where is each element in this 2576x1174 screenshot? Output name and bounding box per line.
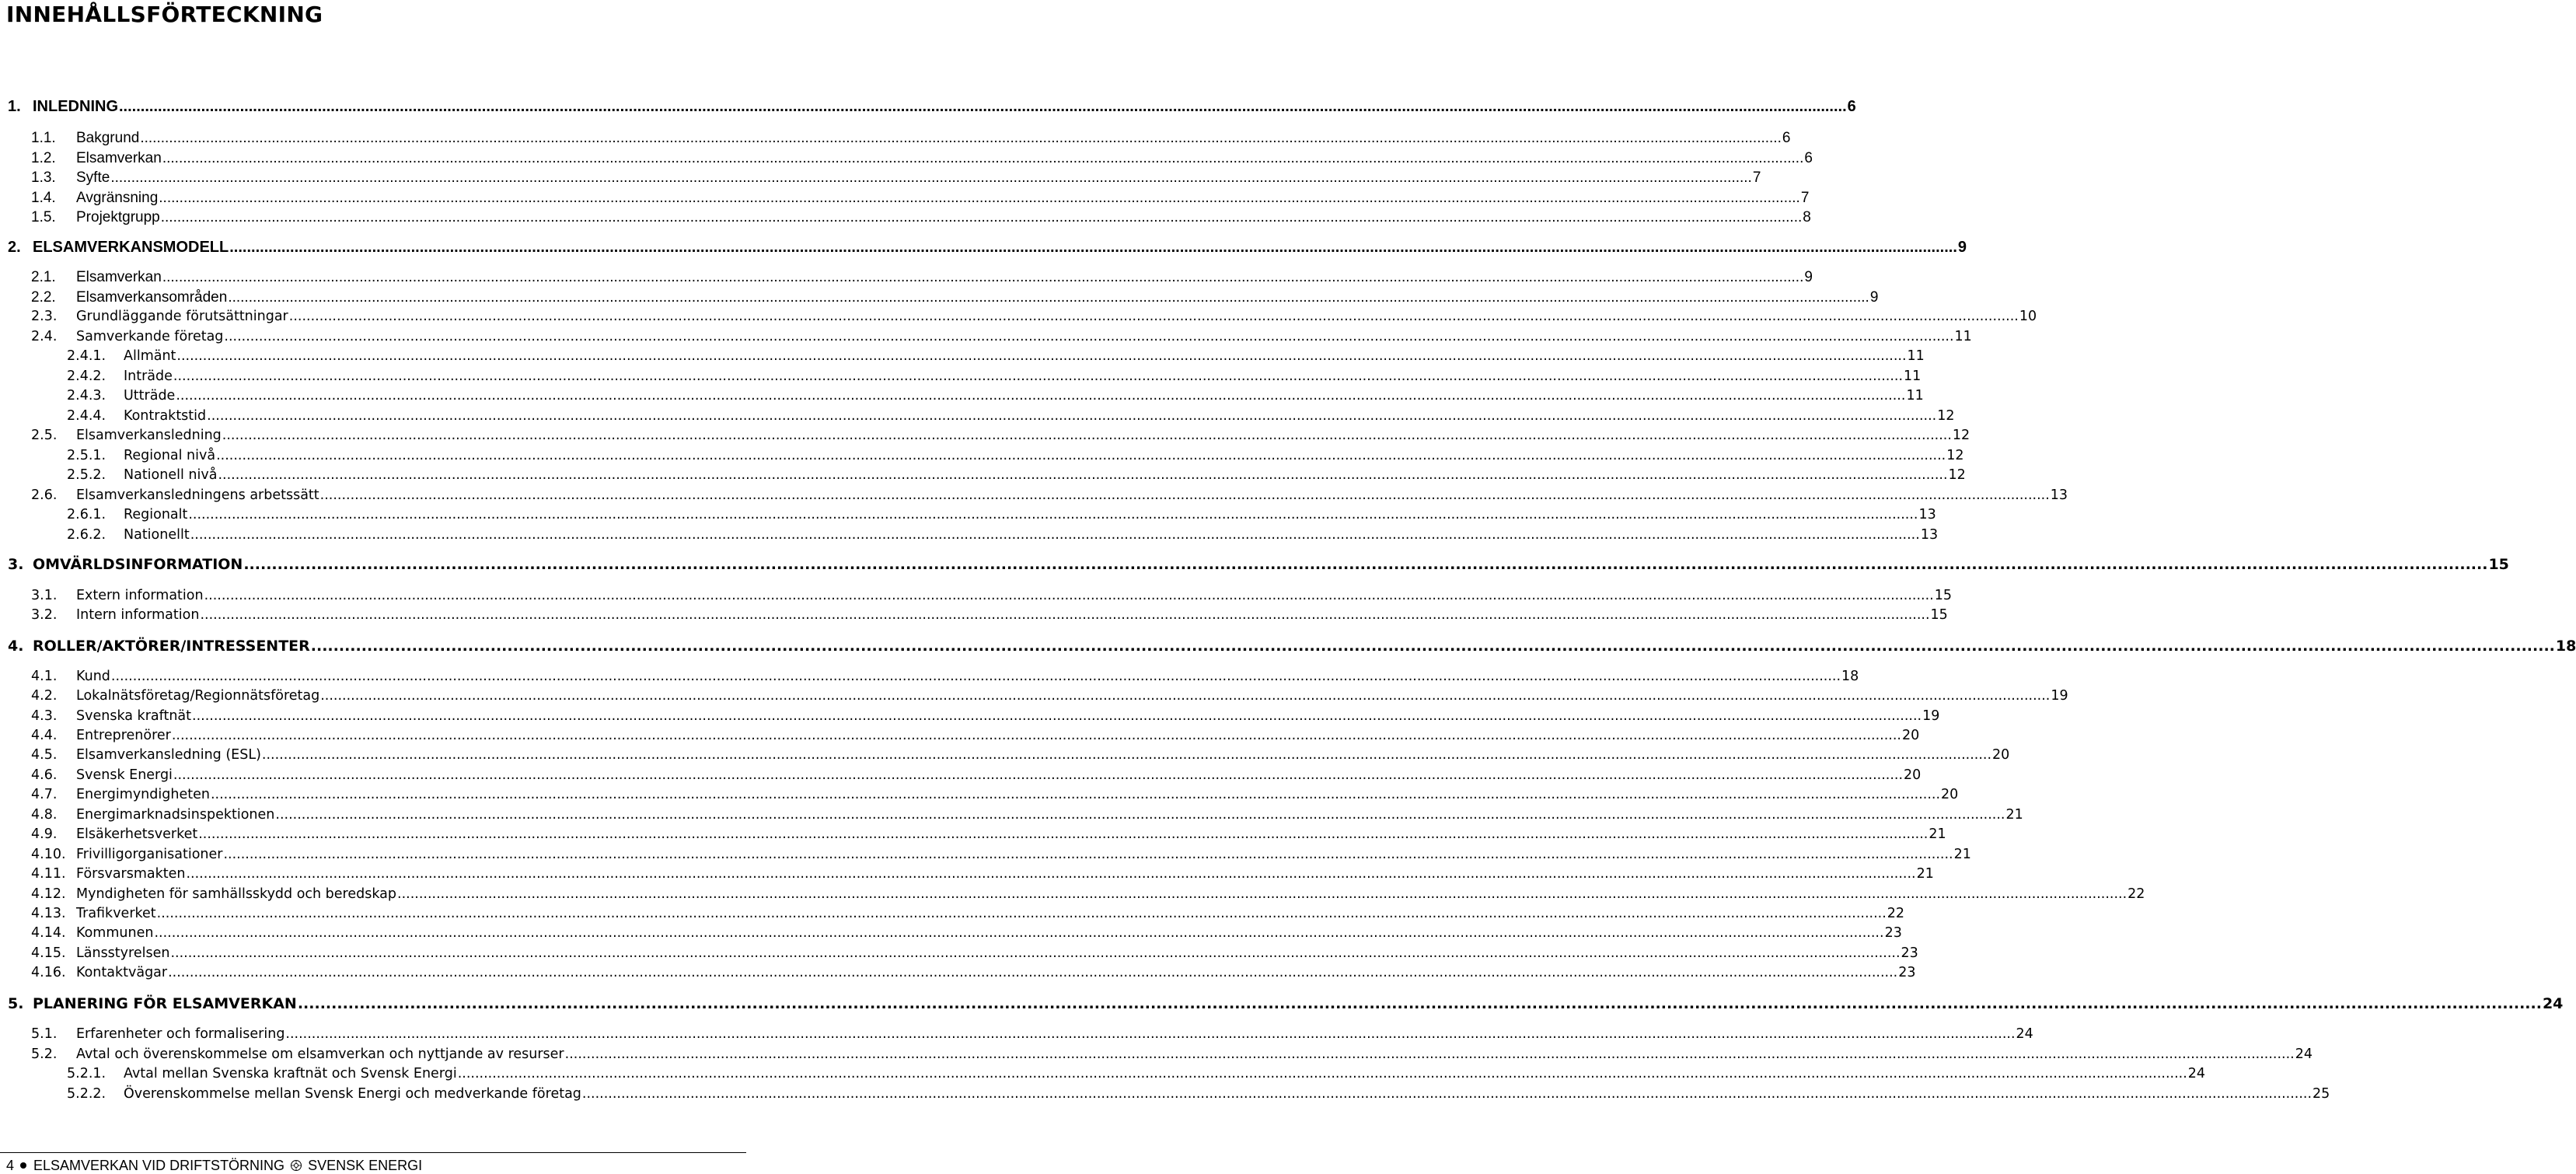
toc-entry-number: 4.9. bbox=[31, 826, 58, 842]
dot-leader: ................................................................................................................................................................................................................................................................................................................................................................................................................ bbox=[297, 995, 2542, 1012]
toc-entry-number: 4.6. bbox=[31, 767, 58, 783]
toc-entry-title: Kund bbox=[76, 669, 110, 684]
toc-entry-page-number: 12 bbox=[1946, 448, 1964, 463]
toc-entry-page-number: 11 bbox=[1904, 369, 1922, 384]
toc-entry-sub[interactable] bbox=[67, 467, 1966, 483]
toc-entry-number: 4.3. bbox=[31, 708, 58, 724]
toc-entry-page-number: 21 bbox=[1916, 866, 1934, 882]
toc-entry-number: 5.2.2. bbox=[67, 1086, 106, 1102]
toc-entry-number: 4.1. bbox=[31, 669, 58, 684]
toc-entry-page-number: 21 bbox=[1953, 847, 1971, 862]
toc-entry-title: OMVÄRLDSINFORMATION bbox=[33, 556, 243, 573]
toc-entry-title: Elsamverkan bbox=[76, 150, 162, 166]
toc-entry-number: 1.1. bbox=[31, 130, 56, 146]
toc-entry-title: Kontaktvägar bbox=[76, 965, 168, 980]
toc-entry-section[interactable] bbox=[31, 826, 1946, 842]
dot-leader: ................................................................................................................................................................................................................................................................................................................................................................................................................ bbox=[173, 767, 1904, 783]
footer-divider bbox=[0, 1152, 746, 1153]
toc-entry-number: 1.2. bbox=[31, 150, 56, 166]
toc-entry-page-number: 22 bbox=[2127, 886, 2145, 902]
toc-entry-title: Syfte bbox=[76, 169, 110, 186]
toc-entry-number: 3.2. bbox=[31, 607, 58, 623]
toc-entry-sub[interactable] bbox=[67, 388, 1924, 404]
toc-entry-title: Avtal och överenskommelse om elsamverkan och nyttjande av resurser bbox=[76, 1046, 564, 1062]
toc-entry-title: INLEDNING bbox=[33, 98, 118, 115]
toc-entry-chapter[interactable] bbox=[8, 556, 2509, 573]
toc-entry-page-number: 23 bbox=[1884, 925, 1902, 941]
toc-entry-page-number: 8 bbox=[1803, 209, 1811, 225]
toc-entry-chapter[interactable] bbox=[8, 98, 1856, 116]
toc-entry-section[interactable] bbox=[31, 289, 1879, 306]
toc-entry-page-number: 18 bbox=[2555, 638, 2576, 655]
toc-entry-page-number: 12 bbox=[1952, 428, 1970, 443]
toc-entry-number: 5. bbox=[8, 995, 24, 1012]
toc-entry-page-number: 15 bbox=[1930, 607, 1948, 623]
toc-entry-chapter[interactable] bbox=[8, 995, 2564, 1012]
toc-entry-page-number: 13 bbox=[2050, 487, 2068, 503]
dot-leader: ................................................................................................................................................................................................................................................................................................................................................................................................................ bbox=[190, 527, 1920, 543]
toc-entry-title: Överenskommelse mellan Svensk Energi och medverkande företag bbox=[124, 1086, 581, 1102]
toc-entry-title: Intern information bbox=[76, 607, 200, 623]
toc-entry-page-number: 9 bbox=[1804, 269, 1813, 285]
toc-entry-number: 2.2. bbox=[31, 289, 56, 306]
toc-entry-page-number: 24 bbox=[2542, 995, 2564, 1012]
toc-entry-number: 1.5. bbox=[31, 209, 56, 225]
toc-entry-title: Kontraktstid bbox=[124, 408, 207, 424]
toc-entry-section[interactable] bbox=[31, 487, 2068, 503]
toc-entry-title: Regional nivå bbox=[124, 448, 216, 463]
dot-leader: ................................................................................................................................................................................................................................................................................................................................................................................................................ bbox=[162, 150, 1804, 166]
toc-entry-number: 4.15. bbox=[31, 945, 66, 961]
toc-entry-page-number: 11 bbox=[1954, 329, 1972, 344]
toc-entry-page-number: 11 bbox=[1907, 348, 1925, 364]
toc-entry-title: Elsamverkan bbox=[76, 269, 162, 285]
dot-leader: ................................................................................................................................................................................................................................................................................................................................................................................................................ bbox=[285, 1026, 2016, 1042]
toc-entry-page-number: 22 bbox=[1887, 906, 1905, 921]
toc-entry-number: 2.5. bbox=[31, 428, 58, 443]
sun-logo-icon bbox=[290, 1159, 302, 1172]
bullet-icon bbox=[20, 1162, 26, 1169]
dot-leader: ................................................................................................................................................................................................................................................................................................................................................................................................................ bbox=[176, 348, 1907, 364]
toc-entry-number: 2. bbox=[8, 239, 21, 256]
toc-entry-title: Kommunen bbox=[76, 925, 154, 941]
toc-entry-page-number: 9 bbox=[1957, 239, 1967, 256]
toc-entry-title: Myndigheten för samhällsskydd och beredskap bbox=[76, 886, 397, 902]
toc-entry-section[interactable] bbox=[31, 847, 1971, 862]
toc-entry-number: 4.13. bbox=[31, 906, 66, 921]
dot-leader: ................................................................................................................................................................................................................................................................................................................................................................................................................ bbox=[223, 847, 1953, 862]
toc-entry-number: 2.4.2. bbox=[67, 369, 106, 384]
toc-entry-number: 1.4. bbox=[31, 190, 56, 206]
toc-entry-page-number: 23 bbox=[1901, 945, 1918, 961]
dot-leader: ................................................................................................................................................................................................................................................................................................................................................................................................................ bbox=[320, 688, 2051, 704]
footer-page-number: 4 bbox=[6, 1157, 15, 1173]
footer-publisher: SVENSK ENERGI bbox=[308, 1157, 423, 1173]
toc-entry-title: Bakgrund bbox=[76, 130, 140, 146]
dot-leader: ................................................................................................................................................................................................................................................................................................................................................................................................................ bbox=[243, 556, 2488, 573]
dot-leader: ................................................................................................................................................................................................................................................................................................................................................................................................................ bbox=[186, 866, 1916, 882]
toc-entry-title: PLANERING FÖR ELSAMVERKAN bbox=[33, 995, 297, 1012]
toc-entry-section[interactable] bbox=[31, 428, 1970, 443]
dot-leader: ................................................................................................................................................................................................................................................................................................................................................................................................................ bbox=[216, 448, 1946, 463]
toc-entry-page-number: 19 bbox=[1922, 708, 1940, 724]
dot-leader: ................................................................................................................................................................................................................................................................................................................................................................................................................ bbox=[119, 98, 1847, 115]
toc-entry-number: 3.1. bbox=[31, 588, 58, 603]
toc-entry-number: 4.5. bbox=[31, 747, 58, 763]
toc-entry-title: Svensk Energi bbox=[76, 767, 173, 783]
toc-entry-page-number: 15 bbox=[2488, 556, 2509, 573]
toc-entry-number: 5.1. bbox=[31, 1026, 58, 1042]
toc-entry-number: 4.11. bbox=[31, 866, 66, 882]
dot-leader: ................................................................................................................................................................................................................................................................................................................................................................................................................ bbox=[171, 728, 1901, 743]
toc-entry-section[interactable] bbox=[31, 688, 2068, 704]
toc-entry-page-number: 24 bbox=[2187, 1066, 2206, 1081]
toc-entry-section[interactable] bbox=[31, 708, 1940, 724]
toc-entry-number: 3. bbox=[8, 556, 24, 573]
toc-entry-page-number: 11 bbox=[1906, 388, 1924, 404]
toc-entry-page-number: 23 bbox=[1898, 965, 1916, 980]
toc-entry-chapter[interactable] bbox=[8, 239, 1967, 257]
dot-leader: ................................................................................................................................................................................................................................................................................................................................................................................................................ bbox=[288, 309, 2019, 324]
toc-entry-title: Avtal mellan Svenska kraftnät och Svensk Energi bbox=[124, 1066, 457, 1081]
dot-leader: ................................................................................................................................................................................................................................................................................................................................................................................................................ bbox=[204, 588, 1934, 603]
toc-entry-sub[interactable] bbox=[67, 1086, 2330, 1102]
toc-entry-page-number: 12 bbox=[1948, 467, 1966, 483]
toc-entry-section[interactable] bbox=[31, 329, 1972, 344]
dot-leader: ................................................................................................................................................................................................................................................................................................................................................................................................................ bbox=[168, 965, 1898, 980]
toc-entry-page-number: 7 bbox=[1752, 169, 1761, 186]
toc-entry-section[interactable] bbox=[31, 965, 1916, 980]
dot-leader: ................................................................................................................................................................................................................................................................................................................................................................................................................ bbox=[457, 1066, 2187, 1081]
toc-entry-number: 2.4.4. bbox=[67, 408, 106, 424]
toc-entry-number: 5.2. bbox=[31, 1046, 58, 1062]
dot-leader: ................................................................................................................................................................................................................................................................................................................................................................................................................ bbox=[176, 388, 1906, 404]
dot-leader: ................................................................................................................................................................................................................................................................................................................................................................................................................ bbox=[160, 209, 1803, 225]
toc-entry-page-number: 12 bbox=[1937, 408, 1955, 424]
dot-leader: ................................................................................................................................................................................................................................................................................................................................................................................................................ bbox=[156, 906, 1887, 921]
dot-leader: ................................................................................................................................................................................................................................................................................................................................................................................................................ bbox=[170, 945, 1901, 961]
toc-entry-title: Projektgrupp bbox=[76, 209, 160, 225]
toc-entry-number: 2.6.1. bbox=[67, 507, 106, 522]
dot-leader: ................................................................................................................................................................................................................................................................................................................................................................................................................ bbox=[154, 925, 1884, 941]
dot-leader: ................................................................................................................................................................................................................................................................................................................................................................................................................ bbox=[110, 669, 1841, 684]
toc-entry-page-number: 6 bbox=[1782, 130, 1791, 146]
toc-entry-page-number: 6 bbox=[1847, 98, 1856, 115]
toc-entry-title: Energimyndigheten bbox=[76, 787, 210, 802]
toc-entry-number: 2.4.1. bbox=[67, 348, 106, 364]
toc-entry-title: Avgränsning bbox=[76, 190, 159, 206]
toc-entry-page-number: 20 bbox=[1992, 747, 2010, 763]
toc-entry-number: 2.5.2. bbox=[67, 467, 106, 483]
toc-entry-number: 2.6.2. bbox=[67, 527, 106, 543]
toc-entry-title: Försvarsmakten bbox=[76, 866, 186, 882]
dot-leader: ................................................................................................................................................................................................................................................................................................................................................................................................................ bbox=[198, 826, 1929, 842]
toc-entry-page-number: 24 bbox=[2295, 1046, 2313, 1062]
toc-entry-title: Elsamverkansledning (ESL) bbox=[76, 747, 261, 763]
toc-entry-number: 4.2. bbox=[31, 688, 58, 704]
dot-leader: ................................................................................................................................................................................................................................................................................................................................................................................................................ bbox=[261, 747, 1992, 763]
toc-entry-number: 2.6. bbox=[31, 487, 58, 503]
toc-entry-section[interactable] bbox=[31, 190, 1810, 207]
dot-leader: ................................................................................................................................................................................................................................................................................................................................................................................................................ bbox=[310, 638, 2555, 655]
toc-entry-section[interactable] bbox=[31, 1026, 2033, 1042]
toc-entry-number: 4.10. bbox=[31, 847, 66, 862]
toc-entry-title: Elsäkerhetsverket bbox=[76, 826, 198, 842]
toc-entry-title: Utträde bbox=[124, 388, 176, 404]
toc-entry-section[interactable] bbox=[31, 130, 1791, 147]
toc-entry-number: 4. bbox=[8, 638, 24, 655]
toc-entry-page-number: 25 bbox=[2312, 1086, 2330, 1102]
toc-entry-section[interactable] bbox=[31, 669, 1859, 684]
toc-entry-section[interactable] bbox=[31, 1046, 2313, 1062]
toc-entry-section[interactable] bbox=[31, 945, 1918, 961]
toc-entry-sub[interactable] bbox=[67, 448, 1964, 463]
toc-entry-sub[interactable] bbox=[67, 527, 1939, 543]
page-footer bbox=[6, 1158, 422, 1172]
toc-entry-number: 4.4. bbox=[31, 728, 58, 743]
toc-entry-title: Lokalnätsföretag/Regionnätsföretag bbox=[76, 688, 320, 704]
dot-leader: ................................................................................................................................................................................................................................................................................................................................................................................................................ bbox=[275, 807, 2005, 823]
dot-leader: ................................................................................................................................................................................................................................................................................................................................................................................................................ bbox=[397, 886, 2127, 902]
dot-leader: ................................................................................................................................................................................................................................................................................................................................................................................................................ bbox=[218, 467, 1948, 483]
toc-entry-title: Nationell nivå bbox=[124, 467, 218, 483]
toc-entry-title: Svenska kraftnät bbox=[76, 708, 191, 724]
toc-entry-title: Inträde bbox=[124, 369, 173, 384]
toc-entry-number: 2.4.3. bbox=[67, 388, 106, 404]
toc-entry-number: 4.14. bbox=[31, 925, 66, 941]
toc-entry-number: 2.1. bbox=[31, 269, 56, 285]
toc-entry-page-number: 15 bbox=[1934, 588, 1952, 603]
dot-leader: ................................................................................................................................................................................................................................................................................................................................................................................................................ bbox=[224, 329, 1954, 344]
toc-entry-title: ROLLER/AKTÖRER/INTRESSENTER bbox=[33, 638, 310, 655]
toc-entry-page-number: 9 bbox=[1869, 289, 1879, 306]
toc-entry-page-number: 24 bbox=[2016, 1026, 2033, 1042]
toc-entry-title: Allmänt bbox=[124, 348, 176, 364]
toc-entry-section[interactable] bbox=[31, 728, 1920, 743]
dot-leader: ................................................................................................................................................................................................................................................................................................................................................................................................................ bbox=[210, 787, 1941, 802]
toc-entry-section[interactable] bbox=[31, 807, 2023, 823]
toc-entry-number: 2.3. bbox=[31, 309, 58, 324]
toc-entry-page-number: 10 bbox=[2019, 309, 2037, 324]
toc-entry-number: 5.2.1. bbox=[67, 1066, 106, 1081]
toc-entry-title: Nationellt bbox=[124, 527, 190, 543]
toc-entry-title: Grundläggande förutsättningar bbox=[76, 309, 288, 324]
dot-leader: ................................................................................................................................................................................................................................................................................................................................................................................................................ bbox=[207, 408, 1937, 424]
toc-entry-section[interactable] bbox=[31, 269, 1813, 286]
toc-entry-number: 4.12. bbox=[31, 886, 66, 902]
dot-leader: ................................................................................................................................................................................................................................................................................................................................................................................................................ bbox=[229, 239, 1957, 256]
dot-leader: ................................................................................................................................................................................................................................................................................................................................................................................................................ bbox=[173, 369, 1904, 384]
toc-entry-page-number: 18 bbox=[1841, 669, 1859, 684]
dot-leader: ................................................................................................................................................................................................................................................................................................................................................................................................................ bbox=[200, 607, 1930, 623]
toc-entry-page-number: 20 bbox=[1901, 728, 1920, 743]
dot-leader: ................................................................................................................................................................................................................................................................................................................................................................................................................ bbox=[162, 269, 1804, 285]
toc-entry-page-number: 19 bbox=[2051, 688, 2068, 704]
toc-entry-chapter[interactable] bbox=[8, 638, 2576, 655]
dot-leader: ................................................................................................................................................................................................................................................................................................................................................................................................................ bbox=[228, 289, 1869, 306]
dot-leader: ................................................................................................................................................................................................................................................................................................................................................................................................................ bbox=[192, 708, 1922, 724]
toc-entry-section[interactable] bbox=[31, 150, 1813, 167]
toc-entry-title: Extern information bbox=[76, 588, 204, 603]
toc-entry-section[interactable] bbox=[31, 607, 1948, 623]
toc-entry-title: Elsamverkansområden bbox=[76, 289, 228, 306]
toc-entry-title: Trafikverket bbox=[76, 906, 156, 921]
toc-entry-section[interactable] bbox=[31, 925, 1902, 941]
toc-entry-number: 1. bbox=[8, 98, 21, 115]
dot-leader: ................................................................................................................................................................................................................................................................................................................................................................................................................ bbox=[188, 507, 1918, 522]
toc-entry-title: Regionalt bbox=[124, 507, 188, 522]
dot-leader: ................................................................................................................................................................................................................................................................................................................................................................................................................ bbox=[222, 428, 1952, 443]
toc-entry-title: Samverkande företag bbox=[76, 329, 224, 344]
page-title: INNEHÅLLSFÖRTECKNING bbox=[6, 2, 323, 27]
toc-entry-page-number: 21 bbox=[2005, 807, 2023, 823]
toc-entry-title: Elsamverkansledning bbox=[76, 428, 222, 443]
toc-entry-title: Elsamverkansledningens arbetssätt bbox=[76, 487, 319, 503]
toc-entry-section[interactable] bbox=[31, 169, 1761, 187]
toc-entry-page-number: 13 bbox=[1920, 527, 1939, 543]
toc-entry-sub[interactable] bbox=[67, 408, 1955, 424]
toc-entry-title: Energimarknadsinspektionen bbox=[76, 807, 275, 823]
toc-entry-number: 4.8. bbox=[31, 807, 58, 823]
toc-entry-section[interactable] bbox=[31, 886, 2145, 902]
toc-entry-number: 1.3. bbox=[31, 169, 56, 186]
toc-entry-section[interactable] bbox=[31, 747, 2010, 763]
toc-entry-title: ELSAMVERKANSMODELL bbox=[33, 239, 229, 256]
toc-entry-number: 4.16. bbox=[31, 965, 66, 980]
toc-entry-number: 4.7. bbox=[31, 787, 58, 802]
footer-publication-title: ELSAMVERKAN VID DRIFTSTÖRNING bbox=[33, 1157, 285, 1173]
toc-entry-page-number: 13 bbox=[1918, 507, 1936, 522]
toc-entry-page-number: 21 bbox=[1929, 826, 1946, 842]
toc-entry-page-number: 7 bbox=[1800, 190, 1810, 206]
toc-entry-section[interactable] bbox=[31, 906, 1905, 921]
toc-entry-sub[interactable] bbox=[67, 507, 1936, 522]
toc-entry-section[interactable] bbox=[31, 866, 1934, 882]
toc-entry-section[interactable] bbox=[31, 209, 1811, 226]
toc-entry-title: Erfarenheter och formalisering bbox=[76, 1026, 285, 1042]
toc-entry-page-number: 20 bbox=[1941, 787, 1959, 802]
toc-entry-section[interactable] bbox=[31, 767, 1922, 783]
dot-leader: ................................................................................................................................................................................................................................................................................................................................................................................................................ bbox=[564, 1046, 2295, 1062]
toc-entry-page-number: 6 bbox=[1804, 150, 1813, 166]
dot-leader: ................................................................................................................................................................................................................................................................................................................................................................................................................ bbox=[159, 190, 1800, 206]
toc-entry-page-number: 20 bbox=[1904, 767, 1922, 783]
toc-entry-title: Länsstyrelsen bbox=[76, 945, 170, 961]
toc-entry-section[interactable] bbox=[31, 309, 2037, 324]
toc-entry-number: 2.4. bbox=[31, 329, 58, 344]
toc-entry-title: Entreprenörer bbox=[76, 728, 171, 743]
toc-entry-number: 2.5.1. bbox=[67, 448, 106, 463]
dot-leader: ................................................................................................................................................................................................................................................................................................................................................................................................................ bbox=[581, 1086, 2312, 1102]
dot-leader: ................................................................................................................................................................................................................................................................................................................................................................................................................ bbox=[140, 130, 1782, 146]
toc-entry-title: Frivilligorganisationer bbox=[76, 847, 223, 862]
toc-entry-sub[interactable] bbox=[67, 348, 1925, 364]
toc-entry-section[interactable] bbox=[31, 588, 1952, 603]
toc-entry-sub[interactable] bbox=[67, 1066, 2206, 1081]
dot-leader: ................................................................................................................................................................................................................................................................................................................................................................................................................ bbox=[110, 169, 1752, 186]
dot-leader: ................................................................................................................................................................................................................................................................................................................................................................................................................ bbox=[319, 487, 2050, 503]
toc-entry-section[interactable] bbox=[31, 787, 1959, 802]
toc-entry-sub[interactable] bbox=[67, 369, 1922, 384]
